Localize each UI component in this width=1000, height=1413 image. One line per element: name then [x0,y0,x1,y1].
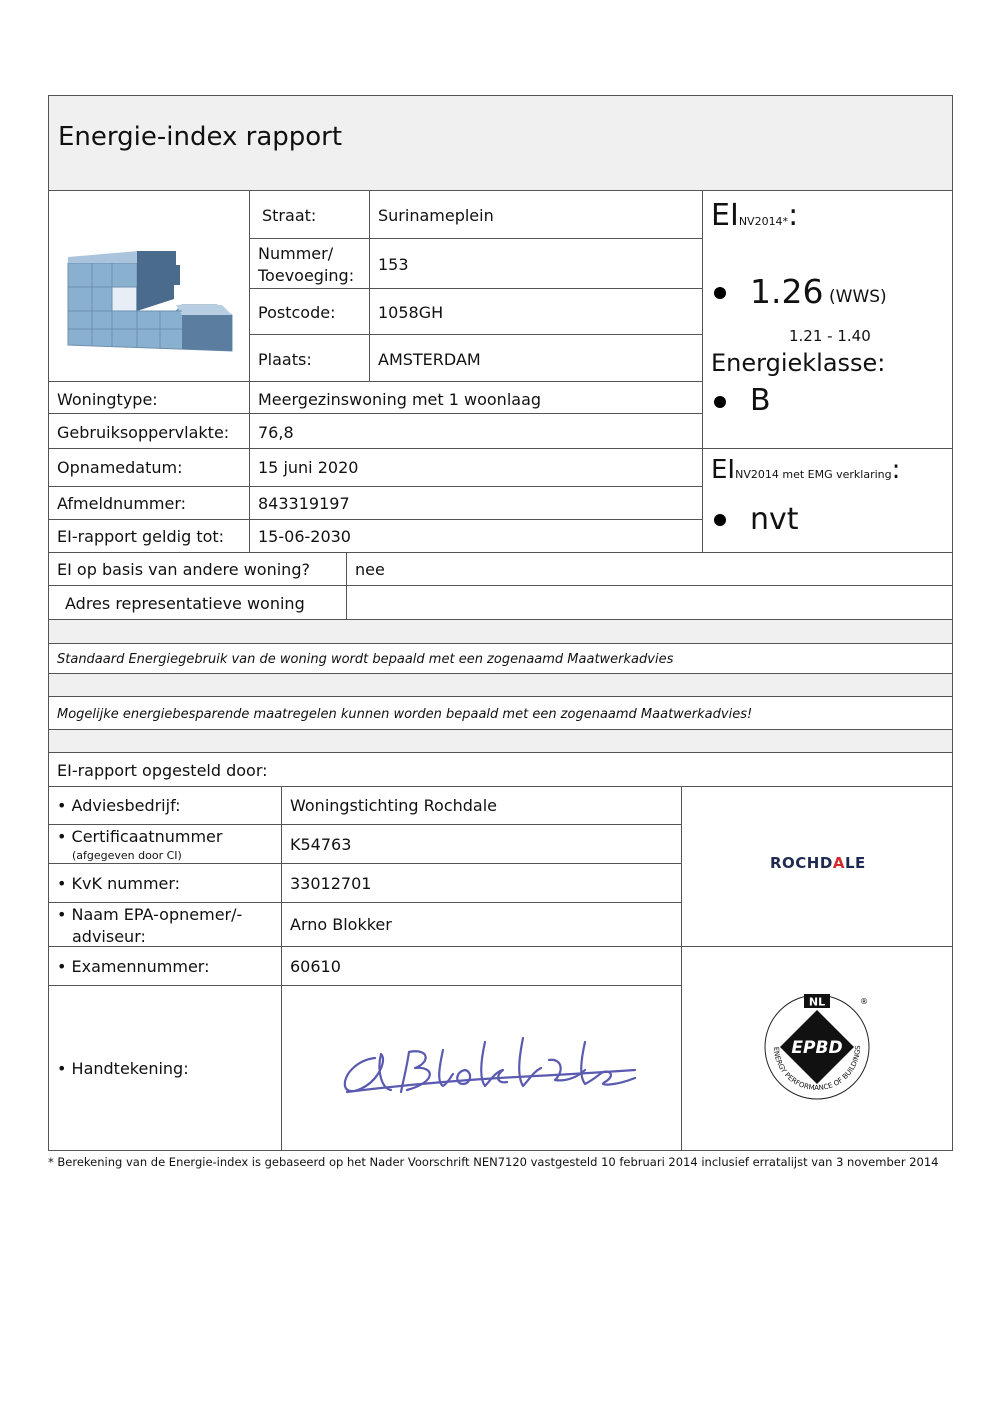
oppervlakte-value: 76,8 [258,423,294,442]
kvk-label: • KvK nummer: [57,874,181,893]
basis-label: EI op basis van andere woning? [57,560,310,579]
bullet-icon [714,514,726,526]
adres-rep-label: Adres representatieve woning [65,594,305,613]
afmeld-label: Afmeldnummer: [57,494,187,513]
number-label: Nummer/ [258,244,334,263]
note-line: Mogelijke energiebesparende maatregelen kunnen worden bepaald met een zogenaamd Maatwerkadvies! [57,707,753,722]
ei-emg-value: nvt [750,502,799,537]
signature-image [335,1020,645,1105]
energy-class-label: Energieklasse: [711,349,886,377]
ei-heading: EINV2014*: [711,198,799,233]
afmeld-value: 843319197 [258,494,350,513]
ei-emg-heading: EINV2014 met EMG verklaring: [711,455,901,485]
cert-value: K54763 [290,835,352,854]
street-value: Surinameplein [378,206,494,225]
examen-value: 60610 [290,957,341,976]
oppervlakte-label: Gebruiksoppervlakte: [57,423,230,442]
woningtype-value: Meergezinswoning met 1 woonlaag [258,390,542,409]
opname-value: 15 juni 2020 [258,458,359,477]
report-title: Energie-index rapport [58,122,343,152]
energy-class-value: B [750,383,771,418]
building-icon [62,245,237,355]
handtekening-label: • Handtekening: [57,1059,189,1078]
ei-unit: (WWS) [829,287,887,307]
epbd-registered: ® [860,997,868,1006]
cert-label: • Certificaatnummer [57,827,223,846]
place-value: AMSTERDAM [378,350,481,369]
ei-range: 1.21 - 1.40 [789,327,871,345]
number-label: Toevoeging: [258,266,355,285]
geldig-label: EI-rapport geldig tot: [57,527,225,546]
naam-label: • Naam EPA-opnemer/- [57,905,243,924]
bullet-icon [714,287,726,299]
epbd-circle-text: ENERGY PERFORMANCE OF BUILDINGS [771,1045,863,1093]
geldig-value: 15-06-2030 [258,527,351,546]
number-value: 153 [378,255,409,274]
rochdale-logo: ROCHDALE [770,854,866,872]
examen-label: • Examennummer: [57,957,210,976]
opname-label: Opnamedatum: [57,458,183,477]
epbd-nl-label: NL [808,995,826,1009]
bedrijf-label: • Adviesbedrijf: [57,796,181,815]
footnote: * Berekening van de Energie-index is gebaseerd op het Nader Voorschrift NEN7120 vastgesteld 10 februari 2014 inclusief erratalijst van 3 november 2014 [48,1155,939,1169]
ei-value: 1.26 [750,272,824,311]
naam-value: Arno Blokker [290,915,392,934]
kvk-value: 33012701 [290,874,372,893]
postcode-label: Postcode: [258,303,336,322]
advisor-heading: EI-rapport opgesteld door: [57,761,268,780]
place-label: Plaats: [258,350,312,369]
postcode-value: 1058GH [378,303,444,322]
cert-sub-label: (afgegeven door CI) [72,849,182,862]
naam-label: adviseur: [72,927,146,946]
street-label: Straat: [262,206,317,225]
bedrijf-value: Woningstichting Rochdale [290,796,498,815]
epbd-label: EPBD [791,1038,843,1058]
note-line: Standaard Energiegebruik van de woning wordt bepaald met een zogenaamd Maatwerkadvies [57,652,674,667]
woningtype-label: Woningtype: [57,390,158,409]
bullet-icon [714,396,726,408]
epbd-logo [762,992,872,1102]
basis-value: nee [355,560,385,579]
